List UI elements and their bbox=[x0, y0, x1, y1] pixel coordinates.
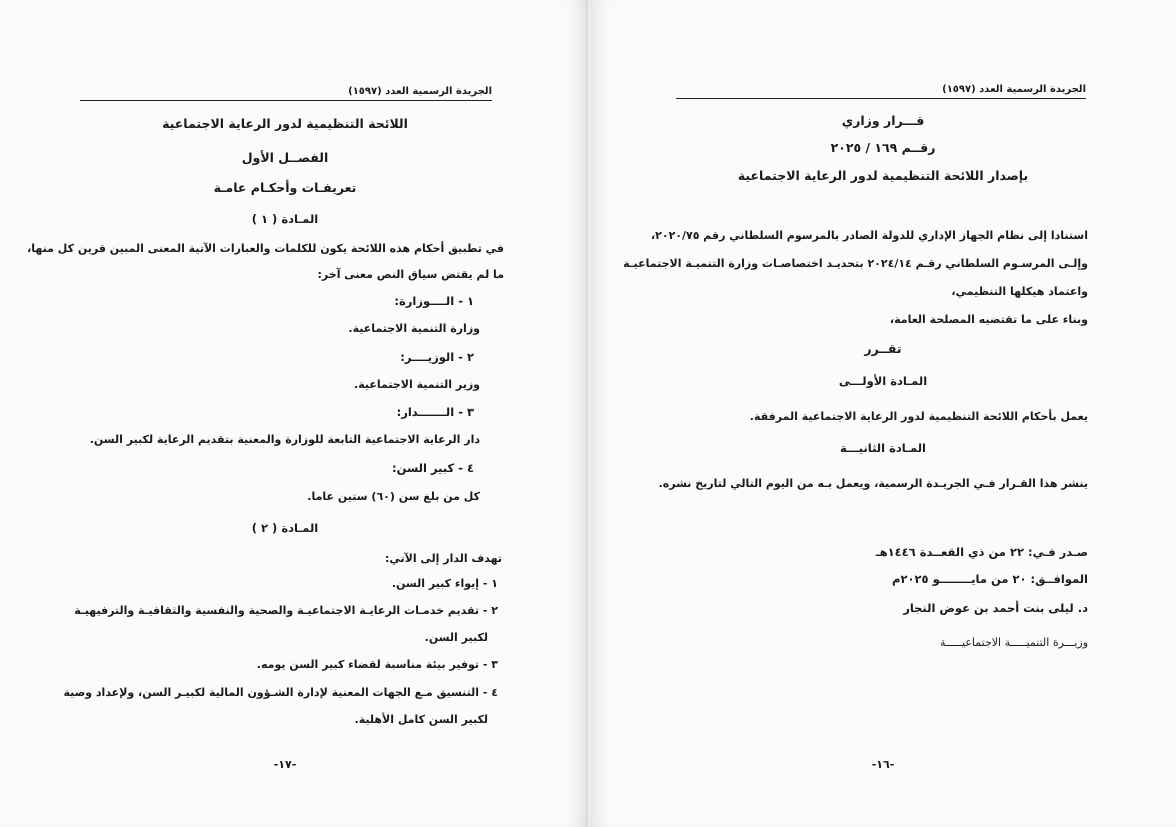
preamble-line-1: استنادا إلى نظام الجهاز الإداري للدولة الصادر بالمرسوم السلطاني رقم ٢٠٢٠/٧٥، bbox=[650, 229, 1088, 242]
left-page-header: الجريدة الرسمية العدد (١٥٩٧) bbox=[80, 86, 492, 101]
issued-date-gregorian: الموافــق: ٢٠ من مايــــــــو ٢٠٢٥م bbox=[892, 572, 1088, 586]
goal-4-line-2: لكبير السن كامل الأهلية. bbox=[354, 713, 488, 726]
definition-2-term: ٢ - الوزيــــر: bbox=[400, 350, 474, 364]
definition-2-text: وزير التنمية الاجتماعية. bbox=[354, 378, 480, 391]
definition-4-text: كل من بلغ سن (٦٠) ستين عاما. bbox=[307, 490, 480, 503]
signatory-name: د. ليلى بنت أحمد بن عوض النجار bbox=[903, 601, 1088, 615]
decision-title: قـــرار وزاري bbox=[841, 113, 925, 128]
decision-number: رقــم ١٦٩ / ٢٠٢٥ bbox=[830, 140, 936, 155]
article-first-heading: المـادة الأولـــى bbox=[838, 374, 928, 388]
article-1-intro-line-1: في تطبيق أحكام هذه اللائحة يكون للكلمات والعبارات الآتية المعنى المبين قرين كل منها، bbox=[27, 242, 504, 255]
article-2-intro: تهدف الدار إلى الآتي: bbox=[384, 552, 502, 565]
right-page-header: الجريدة الرسمية العدد (١٥٩٧) bbox=[676, 84, 1086, 99]
article-1-heading: المـادة ( ١ ) bbox=[251, 212, 319, 226]
definition-4-term: ٤ - كبير السن: bbox=[392, 461, 474, 475]
decision-subject: بإصدار اللائحة التنظيمية لدور الرعاية الاجتماعية bbox=[737, 168, 1029, 183]
article-2-heading: المـادة ( ٢ ) bbox=[251, 521, 319, 535]
definition-3-term: ٣ - الـــــــدار: bbox=[396, 405, 474, 419]
definition-1-term: ١ - الــــوزارة: bbox=[394, 294, 474, 308]
chapter-title: تعريفـات وأحكـام عامـة bbox=[213, 180, 357, 195]
goal-3: ٣ - توفير بيئة مناسبة لقضاء كبير السن يومه. bbox=[256, 658, 498, 671]
article-first-text: يعمل بأحكام اللائحة التنظيمية لدور الرعاية الاجتماعية المرفقة. bbox=[749, 410, 1088, 423]
page-number: -١٧- bbox=[273, 758, 297, 771]
issued-date-hijri: صـدر فـي: ٢٢ من ذي القعــدة ١٤٤٦هـ bbox=[875, 545, 1088, 559]
signatory-title: وزيـــرة التنميـــــة الاجتماعيـــــة bbox=[940, 636, 1088, 649]
regulation-title: اللائحة التنظيمية لدور الرعاية الاجتماعية bbox=[162, 116, 408, 131]
goal-4-line-1: ٤ - التنسيق مـع الجهات المعنية لإدارة الشـؤون المالية لكبيـر السن، ولإعداد وصية bbox=[63, 686, 498, 699]
article-1-intro-line-2: ما لم يقتض سياق النص معنى آخر: bbox=[317, 268, 504, 281]
chapter-heading: الفصــل الأول bbox=[241, 150, 329, 165]
page-number: -١٦- bbox=[871, 758, 895, 771]
goal-2-line-1: ٢ - تقديم خدمـات الرعايـة الاجتماعيـة والصحية والنفسية والثقافيـة والترفيهيـة bbox=[74, 604, 498, 617]
goal-2-line-2: لكبير السن. bbox=[424, 631, 488, 644]
article-second-heading: المـادة الثانيـــة bbox=[840, 441, 926, 455]
article-second-text: ينشر هذا القـرار فـي الجريـدة الرسمية، ويعمل بـه من اليوم التالي لتاريخ نشره. bbox=[658, 477, 1088, 490]
definition-3-text: دار الرعاية الاجتماعية التابعة للوزارة والمعنية بتقديم الرعاية لكبير السن. bbox=[89, 433, 480, 446]
decides-heading: تقــرر bbox=[864, 341, 902, 356]
preamble-line-2: وإلـى المرسـوم السلطاني رقـم ٢٠٢٤/١٤ بتحديـد اختصاصـات وزارة التنميـة الاجتماعيـة bbox=[623, 257, 1088, 270]
goal-1: ١ - إيواء كبير السن. bbox=[391, 577, 498, 590]
right-page bbox=[590, 0, 1176, 827]
preamble-line-4: وبناء على ما تقتضيه المصلحة العامة، bbox=[889, 313, 1088, 326]
definition-1-text: وزارة التنمية الاجتماعية. bbox=[348, 322, 480, 335]
preamble-line-3: واعتماد هيكلها التنظيمي، bbox=[951, 285, 1088, 298]
